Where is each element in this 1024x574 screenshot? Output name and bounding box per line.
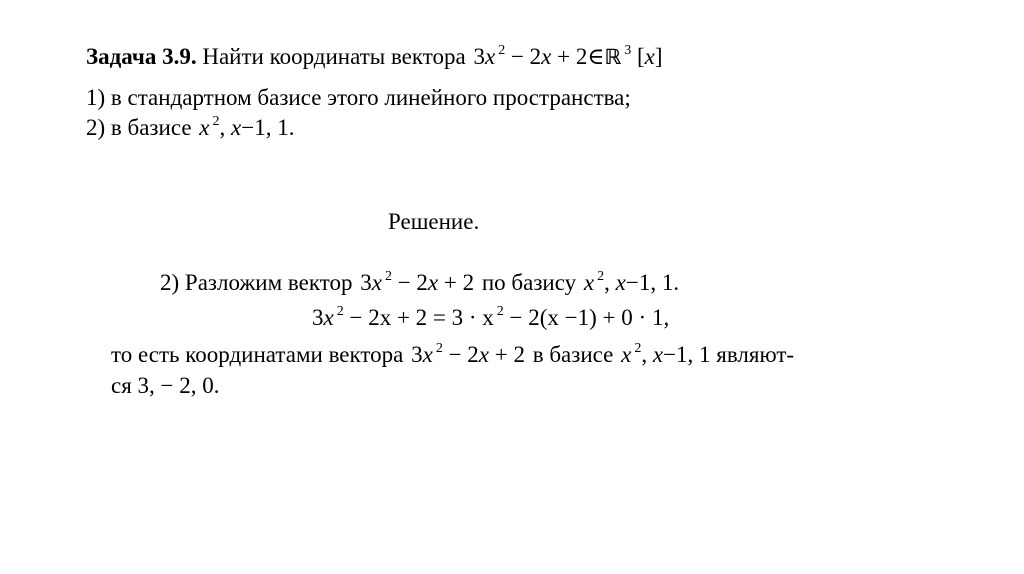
problem-item-1 bbox=[86, 86, 631, 109]
real-numbers-symbol: ℝ bbox=[604, 45, 622, 69]
var-x: x bbox=[478, 342, 490, 367]
expansion-equation bbox=[312, 306, 669, 329]
var-x: x bbox=[615, 270, 626, 295]
var-x: x bbox=[427, 270, 439, 295]
item-1-text: 1) в стандартном базисе этого линейного пространства; bbox=[86, 85, 631, 110]
term-minus-2: − 2 bbox=[397, 270, 428, 295]
basis-end: , 1. bbox=[650, 270, 680, 295]
exponent-2: 2 bbox=[212, 114, 220, 129]
coeff-3: 3 bbox=[411, 342, 423, 367]
conclusion-text: то есть координатами вектора bbox=[111, 342, 404, 367]
basis-end: , 1. bbox=[265, 115, 295, 140]
coeff-3: 3 bbox=[473, 44, 485, 69]
var-x: x bbox=[371, 270, 382, 295]
term-plus-2: + 2 bbox=[557, 44, 588, 69]
bracket-open: [ bbox=[636, 44, 645, 69]
exponent-2: 2 bbox=[336, 304, 344, 319]
solution-heading-text: Решение. bbox=[388, 209, 480, 234]
comma: , bbox=[604, 270, 610, 295]
conclusion-end: , 1 являют- bbox=[687, 342, 795, 367]
var-x: x bbox=[652, 342, 664, 367]
item-2-text: 2) в базисе bbox=[86, 115, 192, 140]
var-x: x bbox=[484, 44, 496, 69]
problem-item-2 bbox=[86, 116, 296, 139]
comma: , bbox=[219, 115, 226, 140]
minus-1: −1 bbox=[625, 270, 651, 295]
coordinates-values: 3, − 2, 0 bbox=[137, 373, 214, 398]
exponent-3: 3 bbox=[624, 43, 632, 58]
var-x: x bbox=[199, 115, 210, 140]
exponent-2: 2 bbox=[435, 341, 443, 356]
coeff-3: 3 bbox=[312, 305, 324, 330]
var-x: x bbox=[541, 44, 552, 69]
comma: , bbox=[641, 342, 648, 367]
exponent-2: 2 bbox=[634, 341, 642, 356]
problem-text: Найти координаты вектора bbox=[202, 44, 466, 69]
exponent-2: 2 bbox=[597, 269, 605, 284]
term-plus-2: + 2 bbox=[494, 342, 525, 367]
step-basis-text: по базису bbox=[481, 270, 577, 295]
var-x: x bbox=[621, 342, 632, 367]
step-vector-expression bbox=[358, 270, 482, 295]
solution-heading bbox=[388, 210, 479, 233]
step-basis-expression bbox=[582, 270, 681, 295]
vector-expression bbox=[471, 44, 664, 69]
exponent-2: 2 bbox=[498, 43, 506, 58]
problem-label: Задача 3.9. bbox=[86, 44, 197, 69]
equation-left: − 2x + 2 = 3 · x bbox=[349, 305, 494, 330]
exponent-2: 2 bbox=[384, 269, 392, 284]
element-of-symbol: ∈ bbox=[587, 44, 605, 69]
term-minus-2: − 2 bbox=[448, 342, 479, 367]
basis-expression bbox=[197, 115, 296, 140]
var-x: x bbox=[231, 115, 242, 140]
exponent-2: 2 bbox=[496, 304, 504, 319]
var-x: x bbox=[422, 342, 433, 367]
conclusion-vector-expression bbox=[409, 342, 533, 367]
step-text: 2) Разложим вектор bbox=[160, 270, 353, 295]
conclusion-line-2-text: ся bbox=[111, 373, 132, 398]
var-x: x bbox=[644, 44, 655, 69]
solution-step-2 bbox=[160, 271, 681, 294]
bracket-close: ] bbox=[654, 44, 663, 69]
period: . bbox=[213, 373, 220, 398]
equation-right: − 2(x −1) + 0 · 1, bbox=[509, 305, 670, 330]
minus-1: −1 bbox=[241, 115, 266, 140]
coeff-3: 3 bbox=[360, 270, 372, 295]
problem-statement-line bbox=[86, 45, 665, 68]
conclusion-basis-text: в базисе bbox=[532, 342, 614, 367]
conclusion-basis-expression bbox=[619, 342, 796, 367]
term-minus-2: − 2 bbox=[510, 44, 542, 69]
term-plus-2: + 2 bbox=[443, 270, 475, 295]
conclusion-line-1 bbox=[111, 343, 796, 366]
var-x: x bbox=[583, 270, 595, 295]
conclusion-line-2 bbox=[111, 374, 220, 397]
var-x: x bbox=[323, 305, 334, 330]
minus-1: −1 bbox=[663, 342, 688, 367]
